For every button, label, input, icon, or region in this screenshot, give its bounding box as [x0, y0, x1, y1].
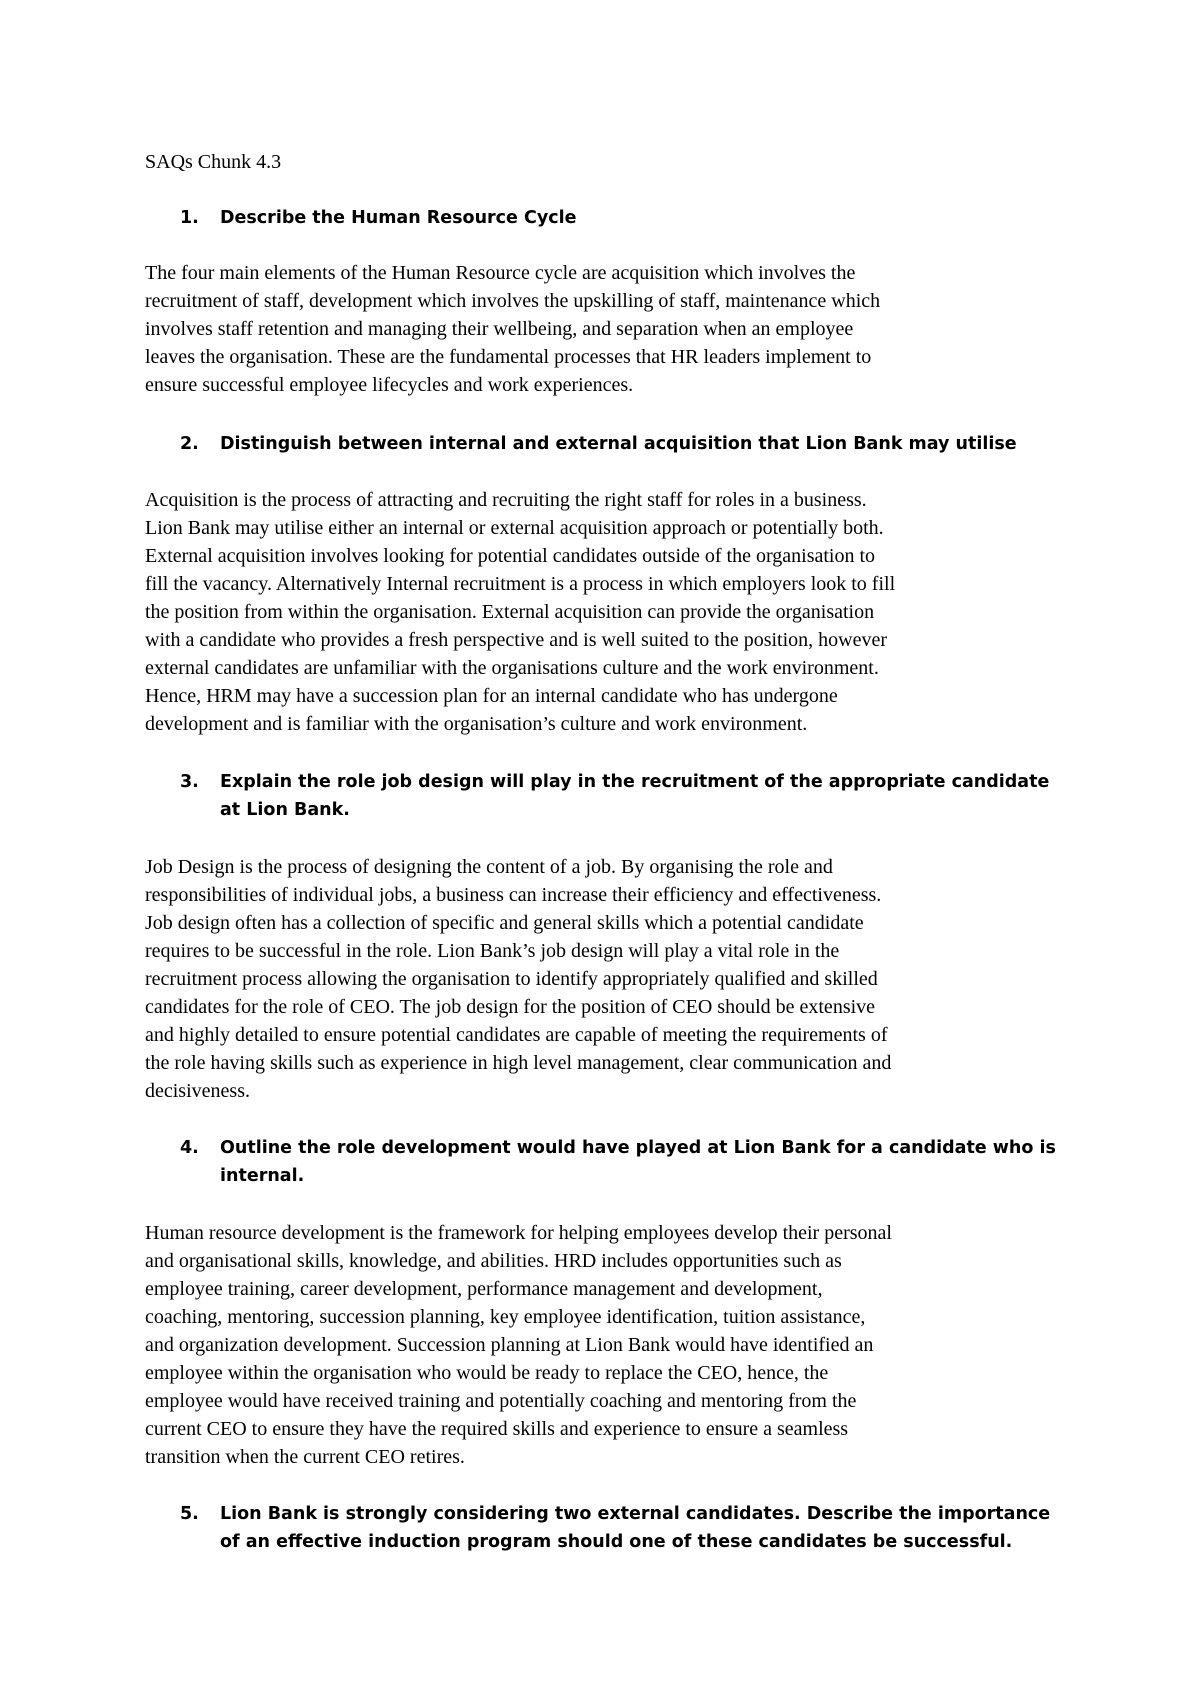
question-line: at Lion Bank. [220, 800, 350, 820]
answer-line: External acquisition involves looking for potential candidates outside of the organisation to [145, 545, 876, 567]
answer-line: coaching, mentoring, succession planning, key employee identification, tuition assistance, [145, 1306, 866, 1328]
question-number: 2. [180, 434, 199, 454]
question-number: 4. [180, 1138, 199, 1158]
answer-line: the role having skills such as experience in high level management, clear communication and [145, 1052, 892, 1074]
question-line: Describe the Human Resource Cycle [220, 208, 577, 228]
answer-line: employee training, career development, performance management and development, [145, 1278, 823, 1300]
answer-line: employee within the organisation who would be ready to replace the CEO, hence, the [145, 1362, 829, 1384]
question-text [220, 1500, 1050, 1556]
answer-line: Lion Bank may utilise either an internal or external acquisition approach or potentially both. [145, 517, 884, 539]
answer-line: requires to be successful in the role. Lion Bank’s job design will play a vital role in the [145, 940, 840, 962]
question-line: Outline the role development would have played at Lion Bank for a candidate who is [220, 1138, 1056, 1158]
answer-line: involves staff retention and managing their wellbeing, and separation when an employee [145, 318, 854, 340]
answer-line: responsibilities of individual jobs, a business can increase their efficiency and effectiveness. [145, 884, 882, 906]
question-line: Explain the role job design will play in the recruitment of the appropriate candidate [220, 772, 1050, 792]
answer-line: decisiveness. [145, 1080, 250, 1102]
answer-line: and organization development. Succession planning at Lion Bank would have identified an [145, 1334, 874, 1356]
answer-line: Acquisition is the process of attracting and recruiting the right staff for roles in a business. [145, 489, 867, 511]
answer-line: Hence, HRM may have a succession plan for an internal candidate who has undergone [145, 685, 838, 707]
question-text [220, 768, 1049, 824]
question-line: Distinguish between internal and external acquisition that Lion Bank may utilise [220, 434, 1017, 454]
answer-line: employee would have received training and potentially coaching and mentoring from the [145, 1390, 857, 1412]
answer-line: transition when the current CEO retires. [145, 1446, 465, 1468]
answer-line: fill the vacancy. Alternatively Internal recruitment is a process in which employers look to fill [145, 573, 896, 595]
answer-line: leaves the organisation. These are the fundamental processes that HR leaders implement to [145, 346, 872, 368]
question-line: Lion Bank is strongly considering two external candidates. Describe the importance [220, 1504, 1051, 1524]
answer-1 [145, 259, 1085, 399]
question-text [220, 1134, 1056, 1190]
question-line: internal. [220, 1166, 305, 1186]
answer-line: with a candidate who provides a fresh perspective and is well suited to the position, however [145, 629, 888, 651]
document-title: SAQs Chunk 4.3 [145, 151, 282, 173]
answer-line: Job Design is the process of designing the content of a job. By organising the role and [145, 856, 833, 878]
question-number: 1. [180, 208, 199, 228]
answer-line: The four main elements of the Human Resource cycle are acquisition which involves the [145, 262, 856, 284]
answer-line: Human resource development is the framework for helping employees develop their personal [145, 1222, 892, 1244]
answer-line: development and is familiar with the organisation’s culture and work environment. [145, 713, 808, 735]
question-text [220, 204, 577, 232]
answer-line: recruitment of staff, development which involves the upskilling of staff, maintenance which [145, 290, 881, 312]
answer-3 [145, 853, 1085, 1105]
question-number: 5. [180, 1504, 199, 1524]
answer-line: recruitment process allowing the organisation to identify appropriately qualified and skilled [145, 968, 878, 990]
answer-line: Job design often has a collection of specific and general skills which a potential candidate [145, 912, 864, 934]
question-line: of an effective induction program should one of these candidates be successful. [220, 1532, 1013, 1552]
answer-4 [145, 1219, 1085, 1471]
answer-line: ensure successful employee lifecycles and work experiences. [145, 374, 634, 396]
answer-line: candidates for the role of CEO. The job design for the position of CEO should be extensive [145, 996, 876, 1018]
question-number: 3. [180, 772, 199, 792]
answer-line: external candidates are unfamiliar with the organisations culture and the work environment. [145, 657, 879, 679]
answer-line: the position from within the organisation. External acquisition can provide the organisation [145, 601, 875, 623]
answer-2 [145, 486, 1085, 738]
question-text [220, 430, 1017, 458]
answer-line: current CEO to ensure they have the required skills and experience to ensure a seamless [145, 1418, 849, 1440]
answer-line: and highly detailed to ensure potential candidates are capable of meeting the requirements of [145, 1024, 888, 1046]
answer-line: and organisational skills, knowledge, and abilities. HRD includes opportunities such as [145, 1250, 842, 1272]
